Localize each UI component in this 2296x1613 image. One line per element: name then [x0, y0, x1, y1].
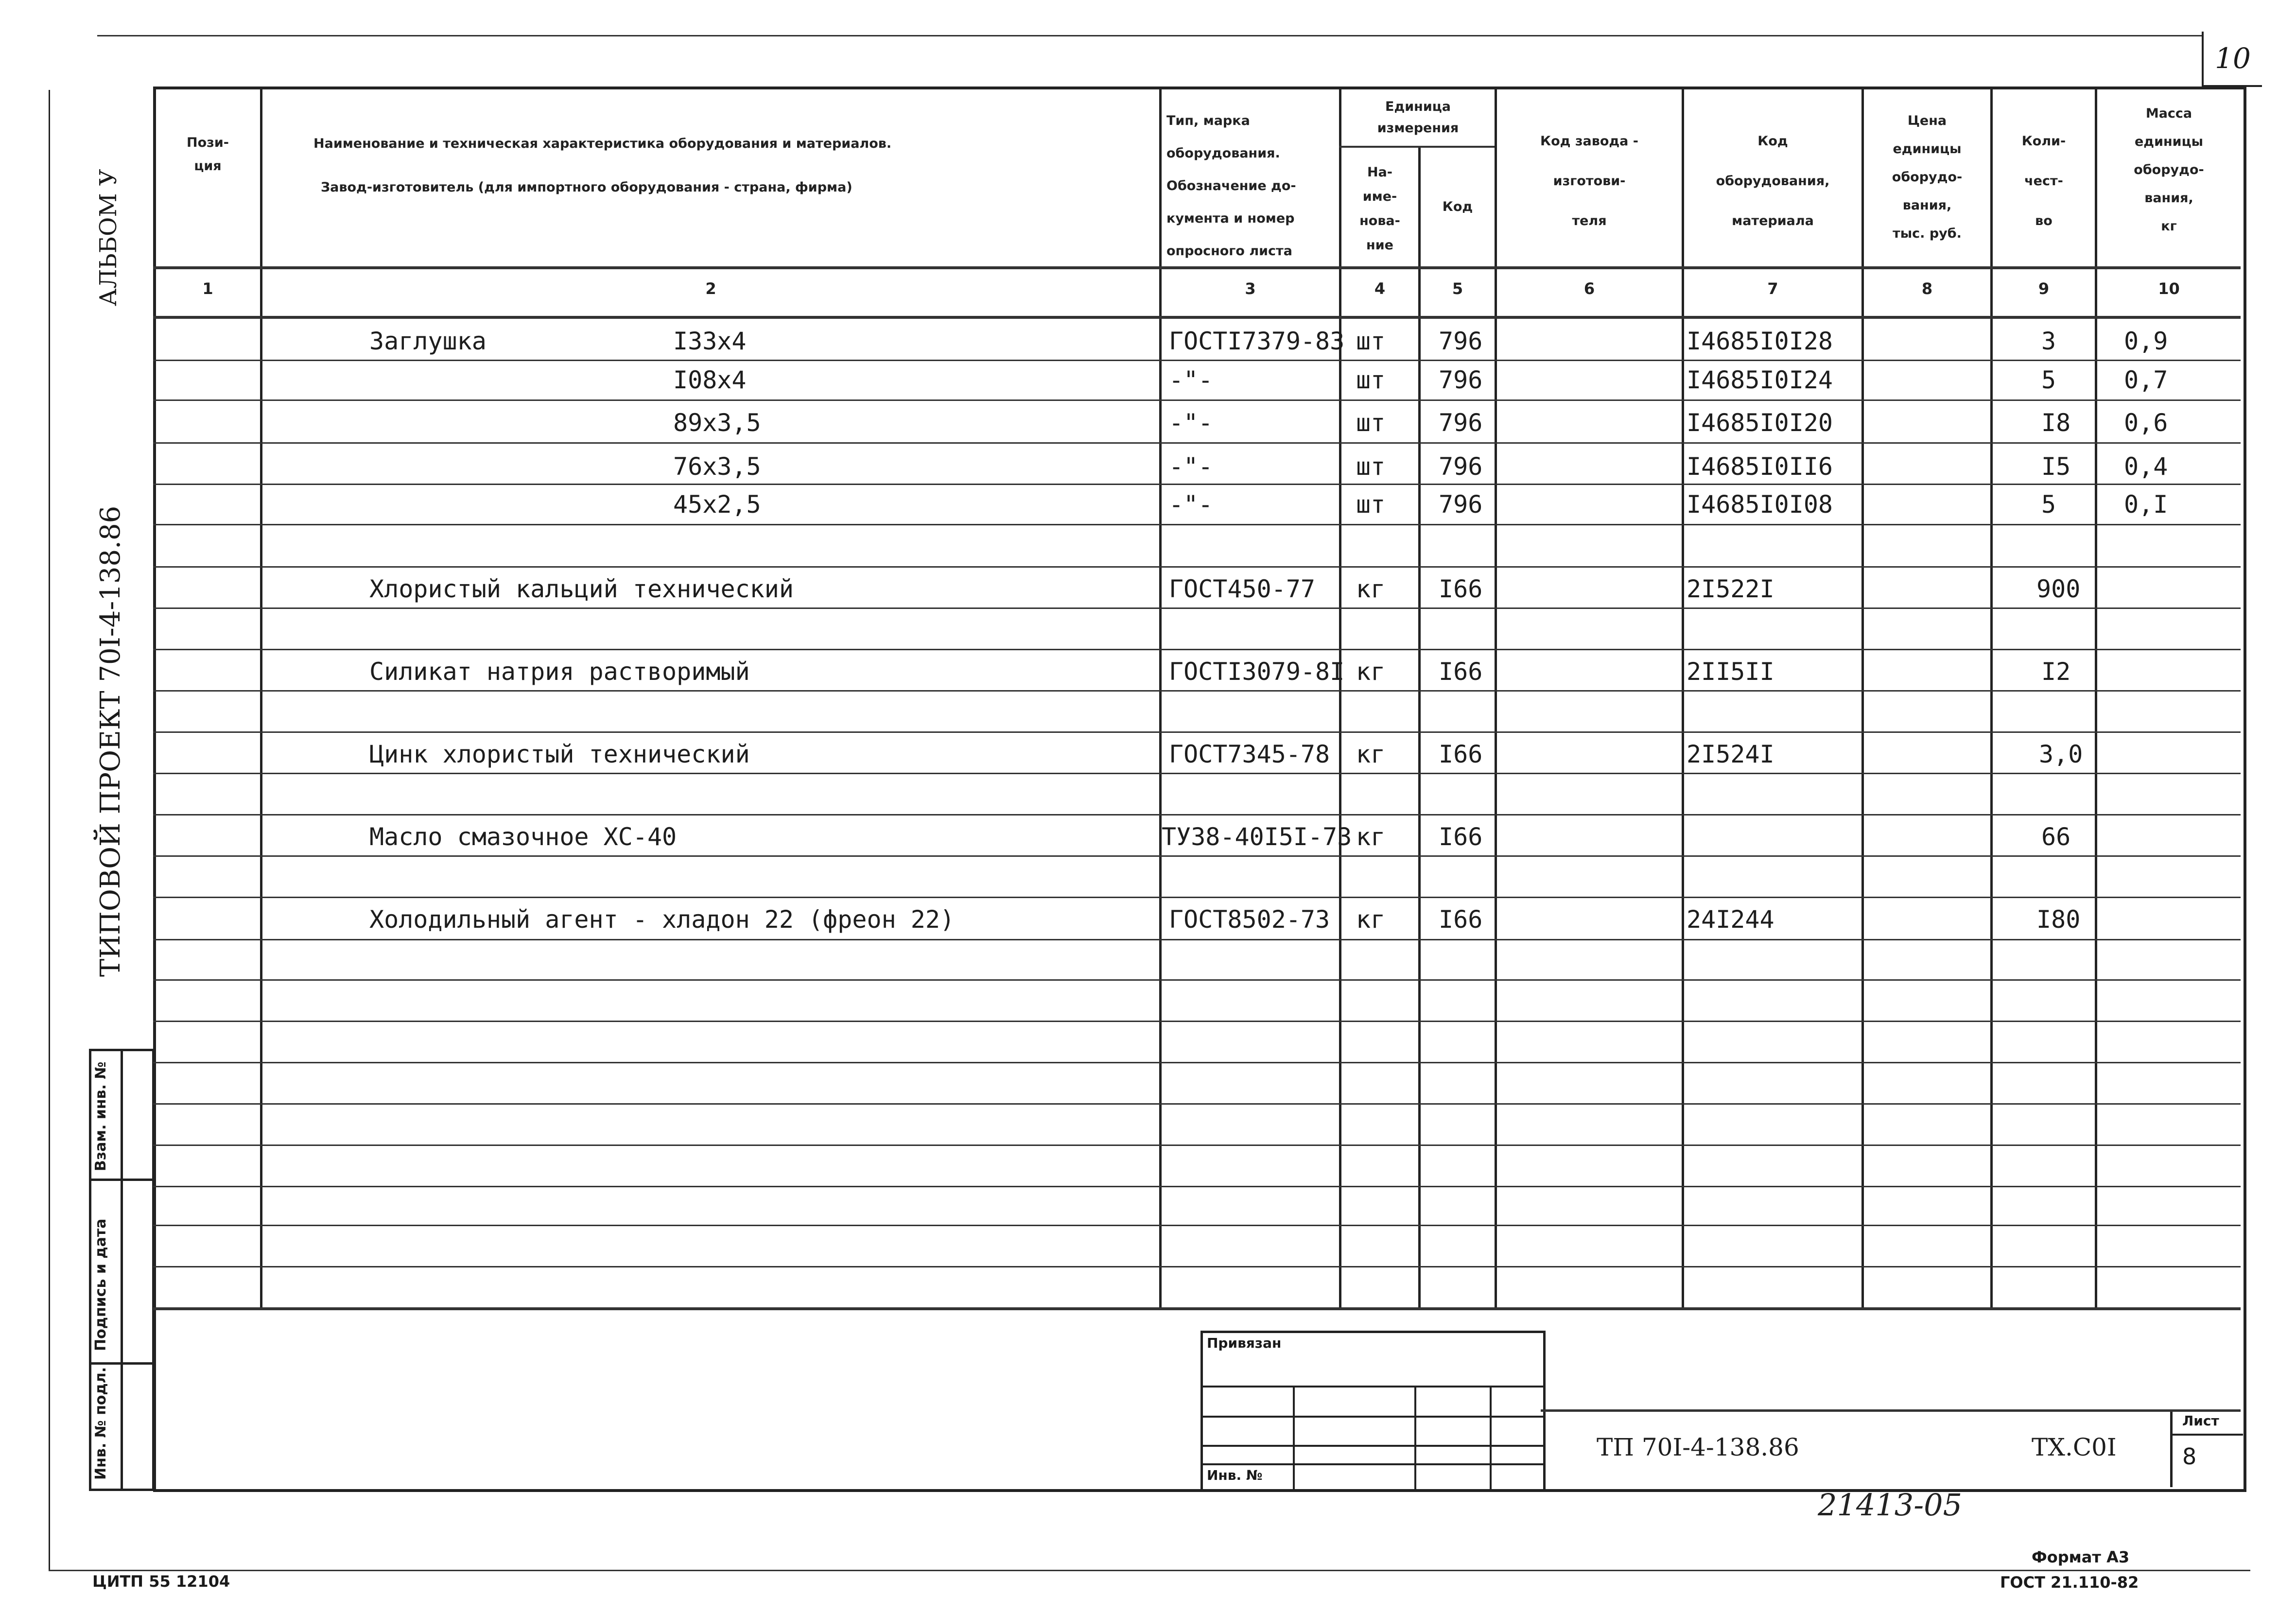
- col-line-6: [1682, 87, 1684, 1309]
- header-factory-code: Код завода - изготови- теля: [1540, 134, 1638, 228]
- row-line: [153, 566, 2241, 568]
- item-doc: ГОСТ8502-73: [1169, 905, 1330, 934]
- header-mass: Масса единицы оборудо- вания, кг: [2134, 106, 2204, 234]
- item-doc: -"-: [1169, 366, 1213, 394]
- footer-left: ЦИТП 55 12104: [92, 1572, 230, 1591]
- item-material-code: I4685I0I20: [1687, 409, 1833, 437]
- item-unit: кг: [1356, 575, 1386, 603]
- item-material-code: I4685I0I08: [1687, 490, 1833, 519]
- row-line: [153, 649, 2241, 650]
- item-qty: 5: [2041, 366, 2056, 394]
- item-unit-code: 796: [1439, 366, 1483, 394]
- header-price: Цена единицы оборудо- вания, тыс. руб.: [1892, 113, 1963, 241]
- stamp-inv-label: Инв. № подл.: [92, 1367, 109, 1480]
- header-unit-name: На- име- нова- ние: [1359, 165, 1400, 253]
- item-size: 45x2,5: [673, 490, 761, 519]
- project-label: ТИПОВОЙ ПРОЕКТ 70I-4-138.86: [95, 505, 126, 977]
- item-material-code: I4685I0II6: [1687, 452, 1833, 481]
- item-qty: I2: [2041, 658, 2071, 686]
- col-num-1: 1: [202, 279, 213, 298]
- item-name: Хлористый кальций технический: [369, 575, 794, 603]
- row-line: [153, 360, 2241, 361]
- item-doc: ТУ38-40I5I-73: [1162, 823, 1352, 851]
- col-line-9: [2095, 87, 2097, 1309]
- privyazan-block: [1200, 1331, 1546, 1490]
- item-material-code: I4685I0I28: [1687, 327, 1833, 355]
- item-unit: шт: [1356, 366, 1386, 394]
- header-quantity: Коли- чест- во: [2021, 134, 2066, 228]
- item-unit-code: 796: [1439, 327, 1483, 355]
- item-mass: 0,4: [2124, 452, 2168, 481]
- col-num-9: 9: [2038, 279, 2050, 298]
- item-size: 76x3,5: [673, 452, 761, 481]
- album-label: АЛЬБОМ У: [95, 169, 122, 306]
- item-qty: I8: [2041, 409, 2071, 437]
- sheet-code: ТХ.С0I: [2032, 1433, 2117, 1461]
- inv-no-label: Инв. №: [1207, 1467, 1263, 1483]
- item-mass: 0,6: [2124, 409, 2168, 437]
- item-unit-code: 796: [1439, 490, 1483, 519]
- row-line: [153, 524, 2241, 525]
- item-unit-code: 796: [1439, 452, 1483, 481]
- row-line: [153, 690, 2241, 692]
- row-line: [153, 1145, 2241, 1146]
- header-name-line1: Наименование и техническая характеристика оборудования и материалов.: [313, 136, 892, 151]
- handwritten-number: 21413-05: [1818, 1487, 1963, 1523]
- row-line: [153, 399, 2241, 401]
- item-unit: кг: [1356, 823, 1386, 851]
- item-material-code: 24I244: [1687, 905, 1774, 934]
- col-num-2: 2: [705, 279, 716, 298]
- item-name: Масло смазочное ХС-40: [369, 823, 677, 851]
- item-unit-code: I66: [1439, 823, 1483, 851]
- row-line: [153, 897, 2241, 898]
- item-qty: 66: [2041, 823, 2071, 851]
- col-num-6: 6: [1583, 279, 1595, 298]
- header-name-line2: Завод-изготовитель (для импортного оборудования - страна, фирма): [321, 180, 852, 195]
- row-line: [153, 442, 2241, 444]
- title-block-top-line: [153, 1307, 2241, 1310]
- item-size: I33x4: [673, 327, 747, 355]
- row-line: [153, 773, 2241, 774]
- col-line-8: [1990, 87, 1993, 1309]
- item-mass: 0,9: [2124, 327, 2168, 355]
- col-num-10: 10: [2158, 279, 2180, 298]
- item-doc: ГОСТ7345-78: [1169, 740, 1330, 768]
- col-line-5: [1495, 87, 1497, 1309]
- row-line: [153, 1062, 2241, 1063]
- item-qty: 5: [2041, 490, 2056, 519]
- unit-sub-line: [1339, 146, 1495, 148]
- left-border-line: [49, 90, 50, 1570]
- stamp-sign-label: Подпись и дата: [92, 1218, 109, 1351]
- row-line: [153, 939, 2241, 940]
- header-unit: Единица измерения: [1377, 99, 1459, 136]
- item-material-code: 2I522I: [1687, 575, 1774, 603]
- item-unit: шт: [1356, 452, 1386, 481]
- item-doc: ГОСТI3079-8I: [1169, 658, 1345, 686]
- bottom-border-line: [49, 1570, 2250, 1571]
- item-doc: -"-: [1169, 490, 1213, 519]
- row-line: [153, 979, 2241, 981]
- sheet-number: 8: [2182, 1443, 2197, 1470]
- row-line: [153, 855, 2241, 857]
- row-line: [153, 1225, 2241, 1226]
- item-name: Цинк хлористый технический: [369, 740, 750, 768]
- header-type: Тип, марка оборудования. Обозначение до- кумента и номер опросного листа: [1166, 113, 1296, 259]
- item-material-code: I4685I0I24: [1687, 366, 1833, 394]
- item-material-code: 2I524I: [1687, 740, 1774, 768]
- sheet-box: [2170, 1412, 2243, 1487]
- item-doc: ГОСТI7379-83: [1169, 327, 1345, 355]
- item-doc: ГОСТ450-77: [1169, 575, 1316, 603]
- sheet-label: Лист: [2182, 1413, 2219, 1429]
- item-qty: 900: [2036, 575, 2081, 603]
- footer-format: Формат А3: [2032, 1548, 2130, 1566]
- item-name: Холодильный агент - хладон 22 (фреон 22): [369, 905, 955, 934]
- item-doc: -"-: [1169, 452, 1213, 481]
- row-line: [153, 731, 2241, 733]
- footer-gost: ГОСТ 21.110-82: [2000, 1573, 2139, 1592]
- item-name: Заглушка: [369, 327, 487, 355]
- numbers-bottom-line: [153, 316, 2241, 319]
- row-line: [153, 1021, 2241, 1022]
- row-line: [153, 814, 2241, 815]
- col-line-3: [1339, 87, 1341, 1309]
- header-position: Пози- ция: [187, 135, 229, 173]
- item-unit-code: I66: [1439, 905, 1483, 934]
- item-doc: -"-: [1169, 409, 1213, 437]
- item-unit-code: I66: [1439, 575, 1483, 603]
- item-unit-code: I66: [1439, 740, 1483, 768]
- item-unit: кг: [1356, 658, 1386, 686]
- item-name: Силикат натрия растворимый: [369, 658, 750, 686]
- top-border-line: [97, 35, 2202, 36]
- item-unit-code: 796: [1439, 409, 1483, 437]
- row-line: [153, 1103, 2241, 1105]
- item-unit: шт: [1356, 409, 1386, 437]
- row-line: [153, 607, 2241, 609]
- header-unit-code: Код: [1442, 199, 1473, 214]
- stamp-vzam-label: Взам. инв. №: [92, 1061, 109, 1171]
- item-qty: 3: [2041, 327, 2056, 355]
- item-mass: 0,I: [2124, 490, 2168, 519]
- col-num-8: 8: [1921, 279, 1933, 298]
- item-size: 89x3,5: [673, 409, 761, 437]
- col-num-4: 4: [1374, 279, 1386, 298]
- col-line-7: [1861, 87, 1864, 1309]
- page-number: 10: [2215, 42, 2251, 75]
- item-unit: шт: [1356, 490, 1386, 519]
- item-qty: 3,0: [2039, 740, 2083, 768]
- col-line-1: [260, 87, 262, 1309]
- item-mass: 0,7: [2124, 366, 2168, 394]
- privyazan-label: Привязан: [1207, 1335, 1282, 1351]
- item-qty: I80: [2036, 905, 2081, 934]
- item-unit: шт: [1356, 327, 1386, 355]
- row-line: [153, 484, 2241, 485]
- col-num-7: 7: [1767, 279, 1778, 298]
- header-material-code: Код оборудования, материала: [1716, 134, 1830, 228]
- col-num-5: 5: [1452, 279, 1463, 298]
- item-size: I08x4: [673, 366, 747, 394]
- item-material-code: 2II5II: [1687, 658, 1774, 686]
- row-line: [153, 1186, 2241, 1187]
- item-unit: кг: [1356, 905, 1386, 934]
- row-line: [153, 1266, 2241, 1267]
- col-num-3: 3: [1245, 279, 1256, 298]
- item-qty: I5: [2041, 452, 2071, 481]
- project-code: ТП 70I-4-138.86: [1597, 1433, 1799, 1461]
- code-block-top-line: [1541, 1409, 2241, 1412]
- col-line-2: [1159, 87, 1162, 1309]
- item-unit-code: I66: [1439, 658, 1483, 686]
- page-number-box: [2202, 32, 2262, 87]
- col-line-4: [1418, 146, 1421, 1309]
- item-unit: кг: [1356, 740, 1386, 768]
